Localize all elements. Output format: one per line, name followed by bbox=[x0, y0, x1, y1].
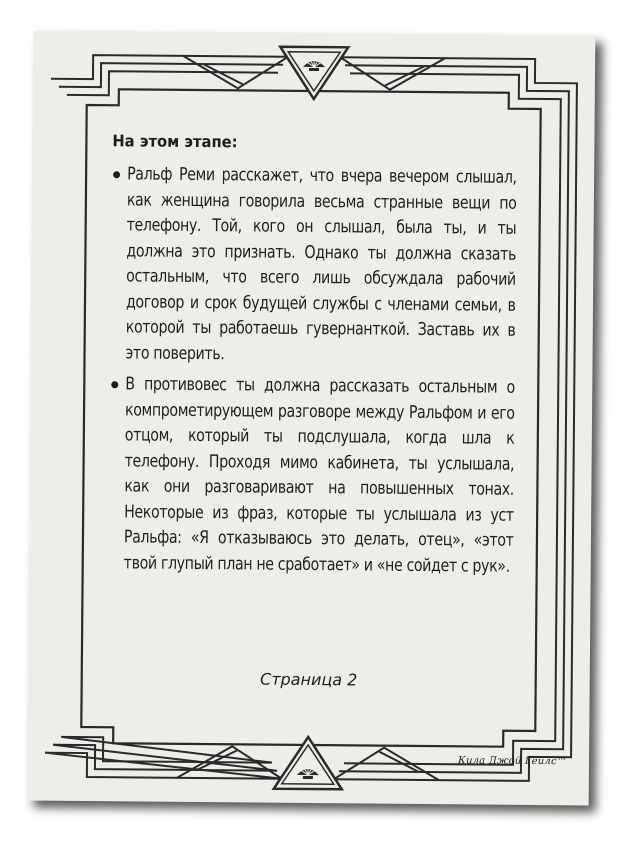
page-number: Страница 2 bbox=[259, 669, 358, 690]
section-heading: На этом этапе: bbox=[112, 131, 238, 152]
card bbox=[27, 31, 596, 806]
brand-signature: Кила Джой Гейлс™ bbox=[457, 755, 568, 768]
list-item-text: В противовес ты должна рассказать остальным о компрометирующем разговоре между Ральфом и его отцом, который ты подслушала, когда шла к телефону. Проходя мимо кабинета, ты услышала, как они разговаривают на повышенных тонах. Некоторые из фраз, которые ты услышала из уст Ральфа: «Я отказываюсь это делать, отец», «этот твой глупый план не сработает» и «не сойдет с рук». bbox=[123, 374, 515, 577]
list-item bbox=[110, 162, 517, 370]
list-item bbox=[109, 372, 516, 580]
card-content bbox=[109, 131, 518, 586]
bullet-icon bbox=[113, 171, 120, 178]
list-item-text: Ральф Реми расскажет, что вчера вечером слышал, как женщина говорила весьма странные вещи по телефону. Той, кого он слышал, была ты, и ты должна это признать. Однако ты должна сказать остальным, что всего лишь обсуждала рабочий договор и срок будущей службы с членами семьи, в которой ты работаешь гувернанткой. Заставь их в это поверить. bbox=[125, 164, 517, 364]
bullet-icon bbox=[111, 381, 118, 388]
